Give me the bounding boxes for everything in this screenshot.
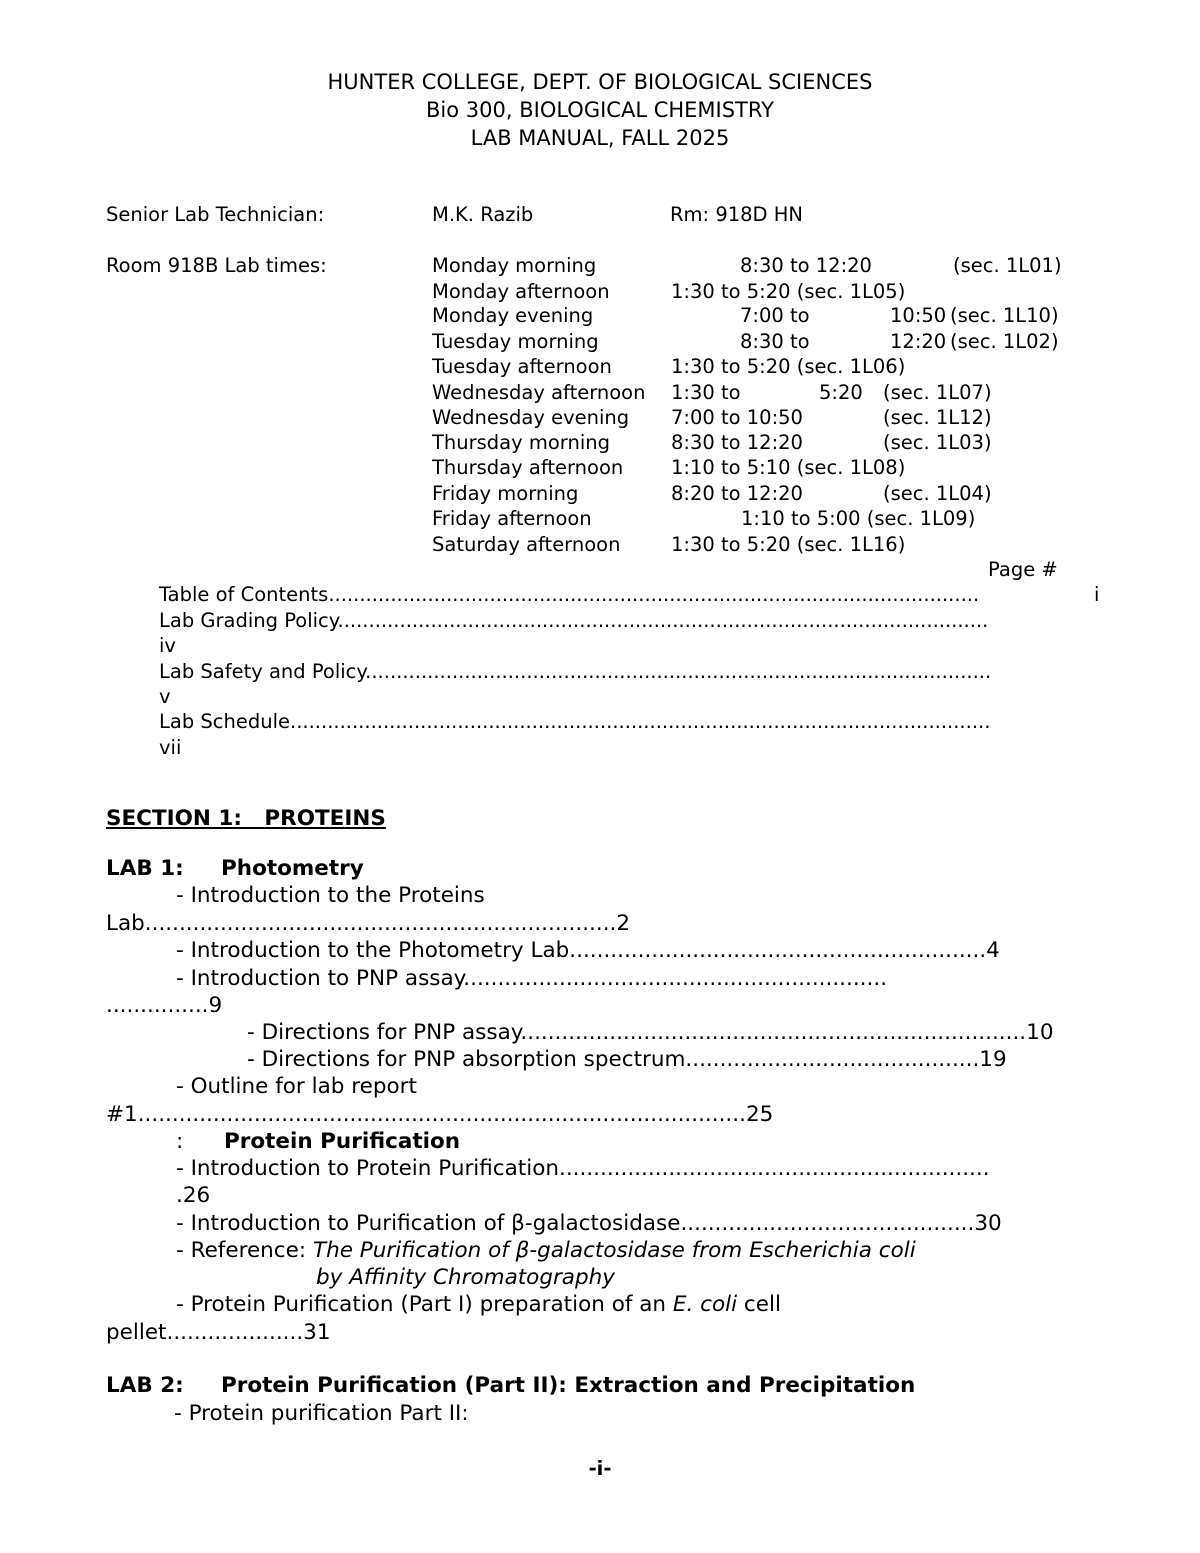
toc-line: Lab.....................................................................2 (106, 911, 631, 936)
lab2-label: LAB 2: (106, 1373, 184, 1398)
schedule-section: (sec. 1L10) (950, 304, 1059, 327)
schedule-section: (sec. 1L04) (883, 482, 992, 505)
schedule-time: 8:30 to (740, 330, 810, 353)
toc-line: ...............9 (106, 993, 223, 1018)
schedule-day: Tuesday afternoon (432, 355, 612, 378)
toc-entry-page: i (1094, 583, 1100, 606)
header-line-2: Bio 300, BIOLOGICAL CHEMISTRY (426, 98, 774, 122)
toc-line: - Directions for PNP assay..........................................................................10 (247, 1020, 1054, 1045)
schedule-time-end: 12:20 (890, 330, 947, 353)
schedule-day: Friday afternoon (432, 507, 592, 530)
toc-page-header: Page # (988, 558, 1058, 581)
toc-entry: Table of Contents......................................................................................................... (159, 583, 980, 606)
schedule-time: 1:10 to 5:00 (sec. 1L09) (741, 507, 976, 530)
schedule-time: 7:00 to (740, 304, 810, 327)
schedule-day: Friday morning (432, 482, 579, 505)
section-title: SECTION 1: PROTEINS (106, 806, 386, 831)
schedule-day: Saturday afternoon (432, 533, 621, 556)
lab1-label: LAB 1: (106, 856, 184, 881)
schedule-time: 8:20 to 12:20 (671, 482, 803, 505)
lab2-title: Protein Purification (Part II): Extraction and Precipitation (221, 1373, 916, 1398)
toc-line: - Introduction to the Photometry Lab.............................................................4 (176, 938, 1000, 963)
toc-line: pellet....................31 (106, 1320, 331, 1345)
toc-entry-page: iv (159, 634, 176, 657)
schedule-time-end: 10:50 (890, 304, 947, 327)
schedule-section: (sec. 1L12) (883, 406, 992, 429)
reference-title-cont: by Affinity Chromatography (316, 1265, 615, 1290)
schedule-section: (sec. 1L03) (883, 431, 992, 454)
schedule-time: 7:00 to 10:50 (671, 406, 803, 429)
toc-line: .26 (176, 1183, 211, 1208)
protein-purification-title: Protein Purification (224, 1129, 461, 1154)
technician-name: M.K. Razib (432, 203, 534, 226)
schedule-day: Thursday morning (432, 431, 610, 454)
toc-line: - Introduction to Protein Purification............................................................... (176, 1156, 990, 1181)
toc-line-ecoli (176, 1292, 781, 1317)
schedule-time: 1:30 to 5:20 (sec. 1L06) (671, 355, 906, 378)
schedule-time-end: 5:20 (819, 381, 863, 404)
toc-entry-page: vii (159, 736, 182, 759)
schedule-label: Room 918B Lab times: (106, 254, 327, 277)
toc-line: - Introduction to the Proteins (176, 883, 485, 908)
ecoli-prefix: - Protein Purification (Part I) preparation of an (176, 1292, 673, 1317)
schedule-section: (sec. 1L07) (883, 381, 992, 404)
toc-line: - Outline for lab report (176, 1074, 417, 1099)
toc-entry: Lab Safety and Policy..................................................................................................... (159, 660, 992, 683)
schedule-time: 8:30 to 12:20 (671, 431, 803, 454)
toc-line: - Introduction to PNP assay.............................................................. (176, 966, 888, 991)
schedule-day: Monday evening (432, 304, 594, 327)
reference-title: The Purification of β-galactosidase from Escherichia coli (312, 1238, 916, 1263)
schedule-section: (sec. 1L02) (950, 330, 1059, 353)
lab1-title: Photometry (221, 856, 364, 881)
header-line-1: HUNTER COLLEGE, DEPT. OF BIOLOGICAL SCIENCES (327, 70, 873, 94)
technician-label: Senior Lab Technician: (106, 203, 325, 226)
toc-line: - Protein purification Part II: (174, 1401, 469, 1426)
toc-entry: Lab Schedule................................................................................................................. (159, 710, 991, 733)
schedule-section: (sec. 1L01) (953, 254, 1062, 277)
toc-line: #1.........................................................................................25 (106, 1102, 774, 1127)
toc-line-reference (176, 1238, 916, 1263)
schedule-time: 8:30 to 12:20 (740, 254, 872, 277)
schedule-day: Wednesday evening (432, 406, 630, 429)
schedule-day: Tuesday morning (432, 330, 599, 353)
schedule-day: Wednesday afternoon (432, 381, 646, 404)
schedule-time: 1:10 to 5:10 (sec. 1L08) (671, 456, 906, 479)
technician-room: Rm: 918D HN (670, 203, 803, 226)
schedule-time: 1:30 to 5:20 (sec. 1L16) (671, 533, 906, 556)
schedule-time: 1:30 to 5:20 (sec. 1L05) (671, 280, 906, 303)
ecoli-suffix: cell (737, 1292, 781, 1317)
page-number: -i- (588, 1457, 612, 1480)
schedule-day: Monday afternoon (432, 280, 610, 303)
header-line-3: LAB MANUAL, FALL 2025 (470, 126, 730, 150)
reference-prefix: - Reference: (176, 1238, 313, 1263)
toc-line: - Directions for PNP absorption spectrum...........................................19 (247, 1047, 1007, 1072)
protein-purification-colon: : (176, 1129, 184, 1154)
toc-entry: Lab Grading Policy......................................................................................................... (159, 609, 989, 632)
ecoli-name: E. coli (672, 1292, 738, 1317)
schedule-time: 1:30 to (671, 381, 741, 404)
schedule-day: Monday morning (432, 254, 597, 277)
toc-entry-page: v (159, 685, 171, 708)
schedule-day: Thursday afternoon (432, 456, 624, 479)
toc-line: - Introduction to Purification of β-galactosidase...........................................30 (176, 1211, 1002, 1236)
